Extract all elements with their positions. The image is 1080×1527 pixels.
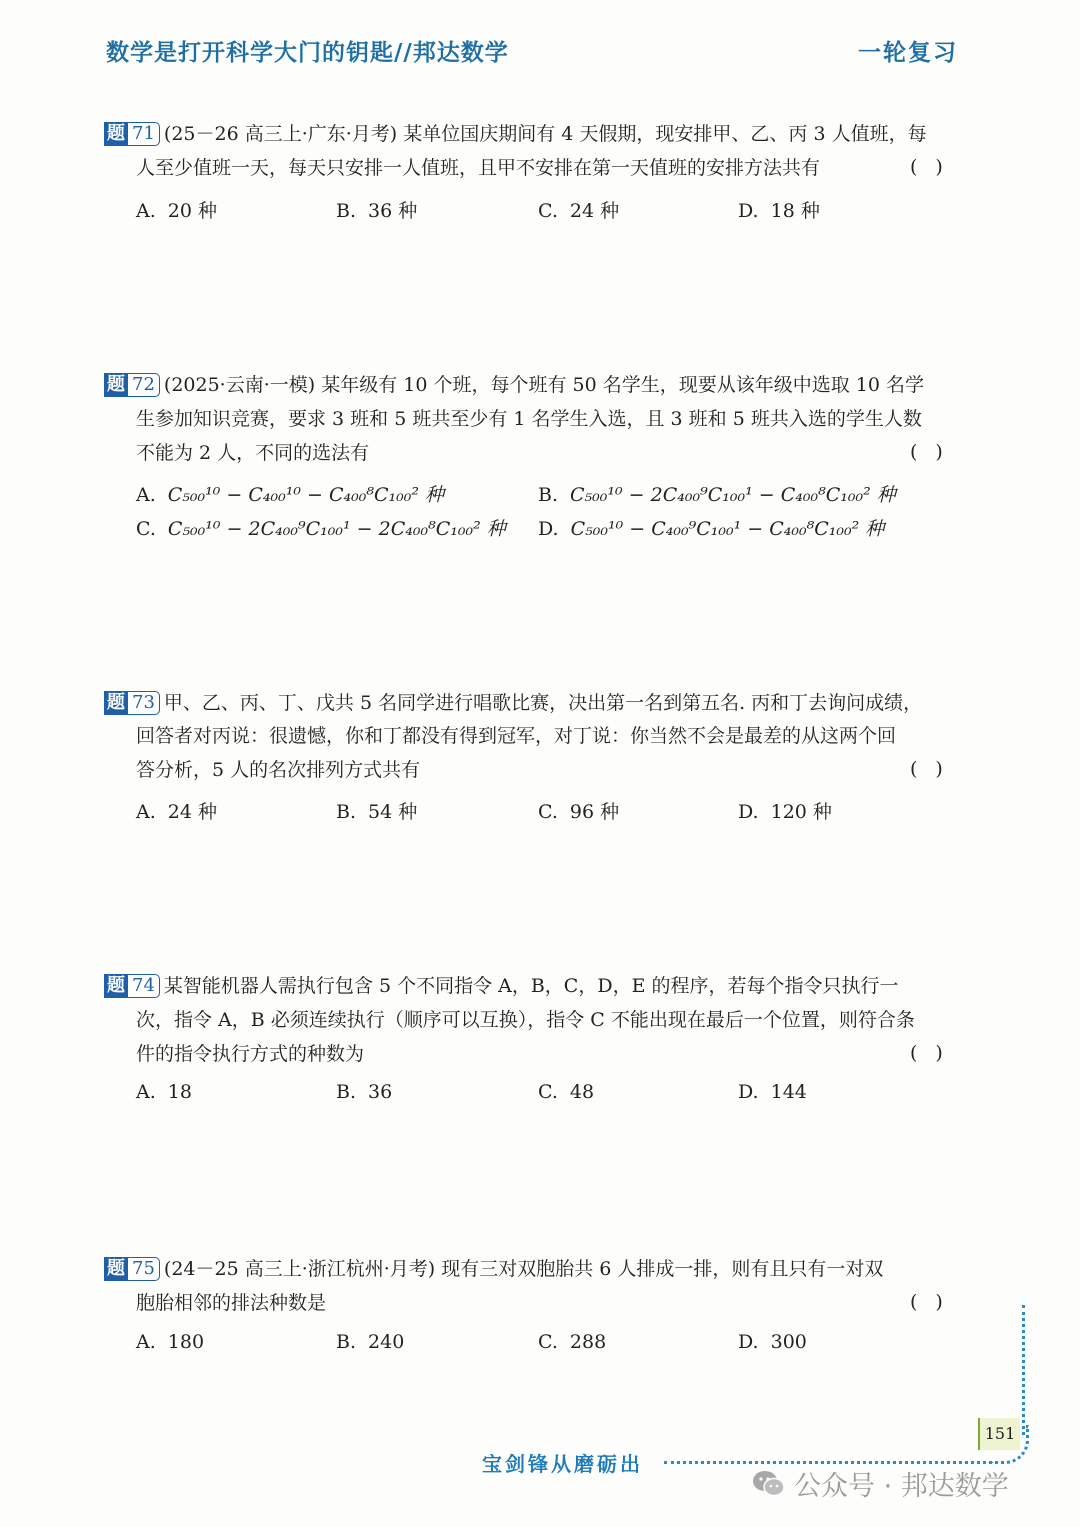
answer-blank: () bbox=[910, 1291, 961, 1313]
option-a: A. C₅₀₀¹⁰ − C₄₀₀¹⁰ − C₄₀₀⁸C₁₀₀² 种 bbox=[136, 484, 445, 506]
footer-slogan: 宝剑锋从磨砺出 bbox=[482, 1452, 643, 1476]
watermark-text: 公众号 · 邦达数学 bbox=[794, 1471, 1009, 1502]
problem-line: 件的指令执行方式的种数为 bbox=[136, 1043, 365, 1065]
watermark bbox=[752, 1464, 1009, 1503]
problem-line: 题 72 (2025·云南·一模) 某年级有 10 个班，每个班有 50 名学生，现要从该年级中选取 10 名学 bbox=[104, 373, 924, 397]
option-c: C. 96 种 bbox=[538, 801, 620, 823]
option-c: C. 288 bbox=[538, 1331, 607, 1353]
option-c: C. 48 bbox=[538, 1081, 595, 1103]
problem-line: 次，指令 A，B 必须连续执行（顺序可以互换），指令 C 不能出现在最后一个位置，则符合条 bbox=[136, 1009, 915, 1031]
answer-blank: () bbox=[910, 758, 961, 780]
option-d: D. 120 种 bbox=[738, 801, 832, 823]
problem-line: 生参加知识竞赛，要求 3 班和 5 班共至少有 1 名学生入选，且 3 班和 5 班共入选的学生人数 bbox=[136, 408, 922, 430]
page-number: 151 bbox=[978, 1418, 1020, 1450]
dotted-border-vertical bbox=[1022, 1305, 1029, 1435]
wechat-icon bbox=[752, 1469, 786, 1499]
option-a: A. 180 bbox=[136, 1331, 205, 1353]
problem-line: 题 71 (25－26 高三上·广东·月考) 某单位国庆期间有 4 天假期，现安排甲、乙、丙 3 人值班，每 bbox=[104, 122, 927, 146]
option-c: C. 24 种 bbox=[538, 200, 620, 222]
header-title: 数学是打开科学大门的钥匙//邦达数学 bbox=[106, 40, 509, 66]
header-section: 一轮复习 bbox=[858, 40, 958, 66]
option-b: B. 54 种 bbox=[336, 801, 418, 823]
option-c: C. C₅₀₀¹⁰ − 2C₄₀₀⁹C₁₀₀¹ − 2C₄₀₀⁸C₁₀₀² 种 bbox=[136, 518, 506, 540]
problem-line: 人至少值班一天，每天只安排一人值班，且甲不安排在第一天值班的安排方法共有 bbox=[136, 157, 821, 179]
problem-line: 题 75 (24－25 高三上·浙江杭州·月考) 现有三对双胞胎共 6 人排成一排，则有且只有一对双 bbox=[104, 1257, 883, 1281]
option-b: B. 240 bbox=[336, 1331, 405, 1353]
option-b: B. 36 种 bbox=[336, 200, 418, 222]
option-a: A. 24 种 bbox=[136, 801, 217, 823]
problem-line: 胞胎相邻的排法种数是 bbox=[136, 1292, 327, 1314]
option-d: D. 18 种 bbox=[738, 200, 820, 222]
option-b: B. C₅₀₀¹⁰ − 2C₄₀₀⁹C₁₀₀¹ − C₄₀₀⁸C₁₀₀² 种 bbox=[538, 484, 896, 506]
problem-line: 答分析，5 人的名次排列方式共有 bbox=[136, 759, 421, 781]
option-d: D. 144 bbox=[738, 1081, 807, 1103]
option-a: A. 18 bbox=[136, 1081, 192, 1103]
problem-line: 回答者对丙说：很遗憾，你和丁都没有得到冠军，对丁说：你当然不会是最差的从这两个回 bbox=[136, 725, 897, 747]
problem-label: 题 71 bbox=[104, 122, 160, 146]
answer-blank: () bbox=[910, 441, 961, 463]
problem-label: 题 74 bbox=[104, 974, 160, 998]
problem-label: 题 72 bbox=[104, 373, 160, 397]
problem-line: 不能为 2 人，不同的选法有 bbox=[136, 442, 370, 464]
option-b: B. 36 bbox=[336, 1081, 393, 1103]
answer-blank: () bbox=[910, 156, 961, 178]
option-d: D. C₅₀₀¹⁰ − C₄₀₀⁹C₁₀₀¹ − C₄₀₀⁸C₁₀₀² 种 bbox=[538, 518, 885, 540]
option-a: A. 20 种 bbox=[136, 200, 217, 222]
option-d: D. 300 bbox=[738, 1331, 807, 1353]
answer-blank: () bbox=[910, 1042, 961, 1064]
problem-line: 题 74 某智能机器人需执行包含 5 个不同指令 A，B，C，D，E 的程序，若每个指令只执行一 bbox=[104, 974, 898, 998]
problem-label: 题 73 bbox=[104, 691, 160, 715]
problem-label: 题 75 bbox=[104, 1257, 160, 1281]
problem-line: 题 73 甲、乙、丙、丁、戊共 5 名同学进行唱歌比赛，决出第一名到第五名. 丙和丁去询问成绩， bbox=[104, 691, 922, 715]
